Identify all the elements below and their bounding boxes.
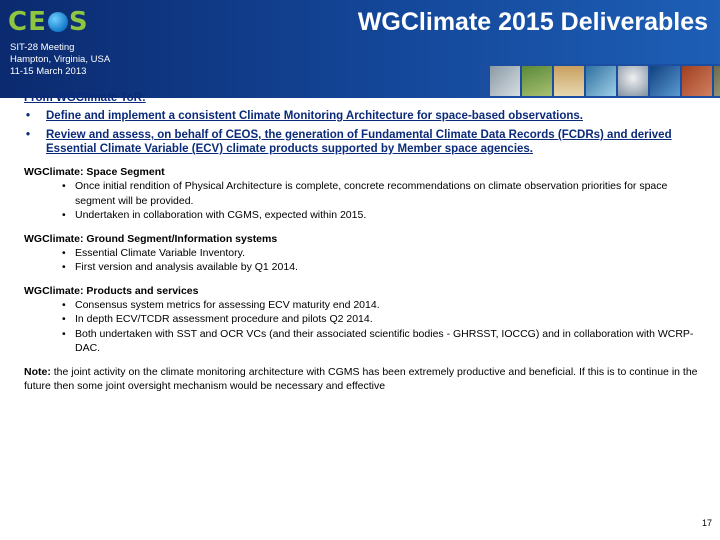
tor-item bbox=[24, 109, 708, 123]
tor-item-text: Define and implement a consistent Climate Monitoring Architecture for space-based observations. bbox=[46, 110, 583, 122]
list-item bbox=[24, 312, 708, 327]
list-item bbox=[24, 327, 708, 356]
slide-title: WGClimate 2015 Deliverables bbox=[357, 8, 708, 36]
section-heading: WGClimate: Space Segment bbox=[24, 166, 165, 178]
section-ground-segment bbox=[24, 232, 708, 275]
section-heading: WGClimate: Products and services bbox=[24, 284, 199, 297]
section-products-services bbox=[24, 284, 708, 356]
bullet: • bbox=[62, 209, 66, 221]
bullet: • bbox=[62, 180, 66, 192]
globe-icon bbox=[48, 12, 68, 32]
tor-list bbox=[24, 109, 708, 156]
list-item-text: In depth ECV/TCDR assessment procedure and pilots Q2 2014. bbox=[75, 313, 373, 325]
logo-text-start: CE bbox=[8, 7, 47, 37]
list-item-text: Consensus system metrics for assessing ECV maturity end 2014. bbox=[75, 298, 380, 311]
bullet: • bbox=[26, 129, 31, 141]
bullet: • bbox=[62, 327, 66, 340]
note-paragraph bbox=[24, 365, 708, 394]
list-item bbox=[24, 260, 708, 275]
bullet: • bbox=[62, 313, 66, 325]
section-space-segment bbox=[24, 165, 708, 223]
list-item bbox=[24, 208, 708, 223]
ceos-logo bbox=[8, 8, 89, 36]
bullet: • bbox=[62, 261, 66, 273]
logo-text-end: S bbox=[68, 7, 89, 37]
list-item-text: Undertaken in collaboration with CGMS, expected within 2015. bbox=[75, 209, 367, 221]
meeting-dates: 11-15 March 2013 bbox=[10, 66, 87, 77]
list-item bbox=[24, 179, 708, 208]
section-heading: WGClimate: Ground Segment/Information systems bbox=[24, 232, 278, 245]
meeting-name: SIT-28 Meeting bbox=[10, 42, 75, 53]
slide-body bbox=[24, 92, 708, 394]
section-list bbox=[24, 298, 708, 356]
list-item-text: Essential Climate Variable Inventory. bbox=[75, 246, 246, 259]
tor-item bbox=[24, 128, 708, 156]
bullet: • bbox=[62, 298, 66, 311]
meeting-info bbox=[10, 42, 110, 78]
page-number: 17 bbox=[701, 518, 712, 528]
section-list bbox=[24, 179, 708, 223]
section-list bbox=[24, 246, 708, 275]
list-item-text: First version and analysis available by Q1 2014. bbox=[75, 261, 298, 273]
note-label: Note: bbox=[24, 365, 51, 378]
bullet: • bbox=[62, 246, 66, 259]
bullet: • bbox=[26, 110, 31, 122]
list-item bbox=[24, 246, 708, 261]
note-text: the joint activity on the climate monitoring architecture with CGMS has been extremely productive and beneficial. If this is to continue in the future then some joint oversight mechanism would be necessary and effective bbox=[24, 365, 698, 392]
list-item-text: Both undertaken with SST and OCR VCs (and their associated scientific bodies - GHRSST, IOCCG) and in collaboration with WCRP-DAC. bbox=[75, 327, 694, 354]
list-item-text: Once initial rendition of Physical Architecture is complete, concrete recommendations on climate observation priorities for space segment will be provided. bbox=[75, 180, 668, 207]
slide-header bbox=[0, 0, 720, 98]
list-item bbox=[24, 298, 708, 313]
tor-item-text: Review and assess, on behalf of CEOS, the generation of Fundamental Climate Data Records (FCDRs) and derived Essential Climate Variable (ECV) climate products supported by Member space agencies. bbox=[46, 129, 672, 155]
meeting-location: Hampton, Virginia, USA bbox=[10, 54, 111, 65]
tor-heading: From WGClimate ToR: bbox=[24, 92, 146, 104]
thumbnail-image bbox=[714, 66, 720, 96]
